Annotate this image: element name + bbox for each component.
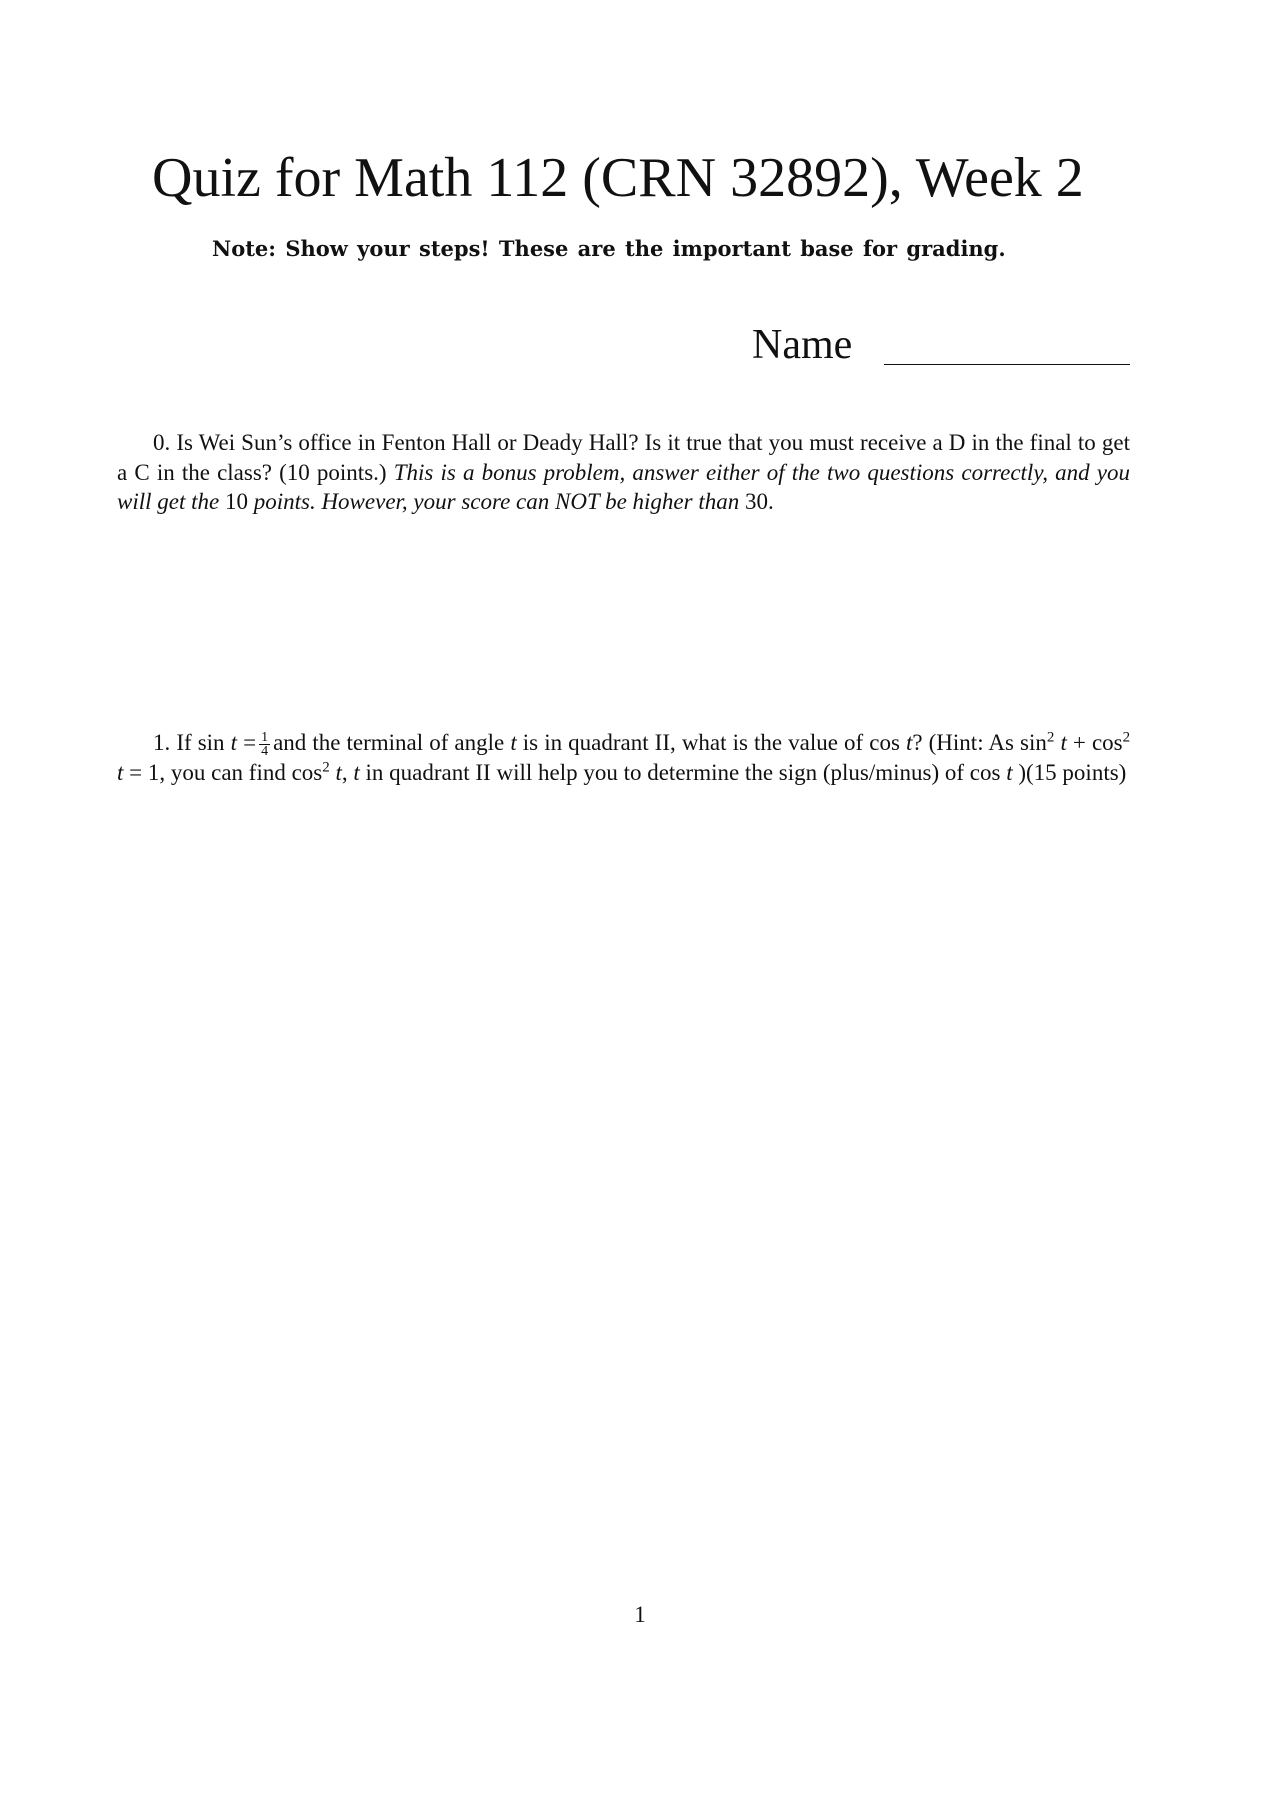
problem-0-question: 0. Is Wei Sun’s office in Fenton Hall or Deady Hall? Is it true that you must receive a D in the final to get a C in the class? (10 points.) xyxy=(117,430,1130,485)
name-blank-line[interactable] xyxy=(884,364,1130,365)
problem-1-text-e: , xyxy=(341,760,348,786)
problem-1-text-f: in quadrant II will help you to determine the sign (plus/minus) of cos xyxy=(365,760,1001,786)
problem-0-bonus-text-2: points. However, your score can NOT be higher than xyxy=(253,489,740,514)
var-t: t xyxy=(905,730,913,755)
var-t: t xyxy=(117,760,124,786)
exponent-2: 2 xyxy=(1122,729,1131,746)
problem-1-text-g: )(15 points) xyxy=(1018,760,1127,786)
equals-sign: = xyxy=(243,730,257,755)
var-t: t xyxy=(1060,730,1067,755)
problem-1-text-a: and the terminal of angle xyxy=(273,730,505,755)
name-label: Name xyxy=(752,322,853,368)
problem-0-bonus-text: This is a bonus problem, answer either of the two questions correctly, and you will get the xyxy=(117,459,1130,514)
quiz-title: Quiz for Math 112 (CRN 32892), Week 2 xyxy=(152,147,1084,209)
fraction-one-quarter xyxy=(259,731,270,758)
fraction-numerator: 1 xyxy=(261,730,269,746)
fraction-denominator: 4 xyxy=(261,744,269,760)
exponent-2: 2 xyxy=(322,759,330,776)
problem-0 xyxy=(117,428,1130,517)
var-t: t xyxy=(510,730,517,755)
var-t: t xyxy=(335,760,342,786)
problem-0-bonus-points: 10 xyxy=(224,489,248,514)
problem-1 xyxy=(117,728,1130,788)
grading-note: Note: Show your steps! These are the important base for grading. xyxy=(212,236,1006,261)
problem-1-text-d: = 1, you can find cos xyxy=(129,760,323,786)
exponent-2: 2 xyxy=(1046,729,1055,746)
var-t: t xyxy=(353,760,360,786)
problem-1-text-c: ? (Hint: As sin xyxy=(912,730,1047,755)
problem-1-lead: 1. If sin xyxy=(153,730,225,755)
plus-cos: + cos xyxy=(1072,730,1123,755)
var-t: t xyxy=(230,730,238,755)
page-number: 1 xyxy=(634,1602,646,1627)
problem-1-text-b: is in quadrant II, what is the value of cos xyxy=(522,730,900,755)
problem-0-score-cap: 30. xyxy=(744,489,774,514)
var-t: t xyxy=(1006,760,1013,786)
